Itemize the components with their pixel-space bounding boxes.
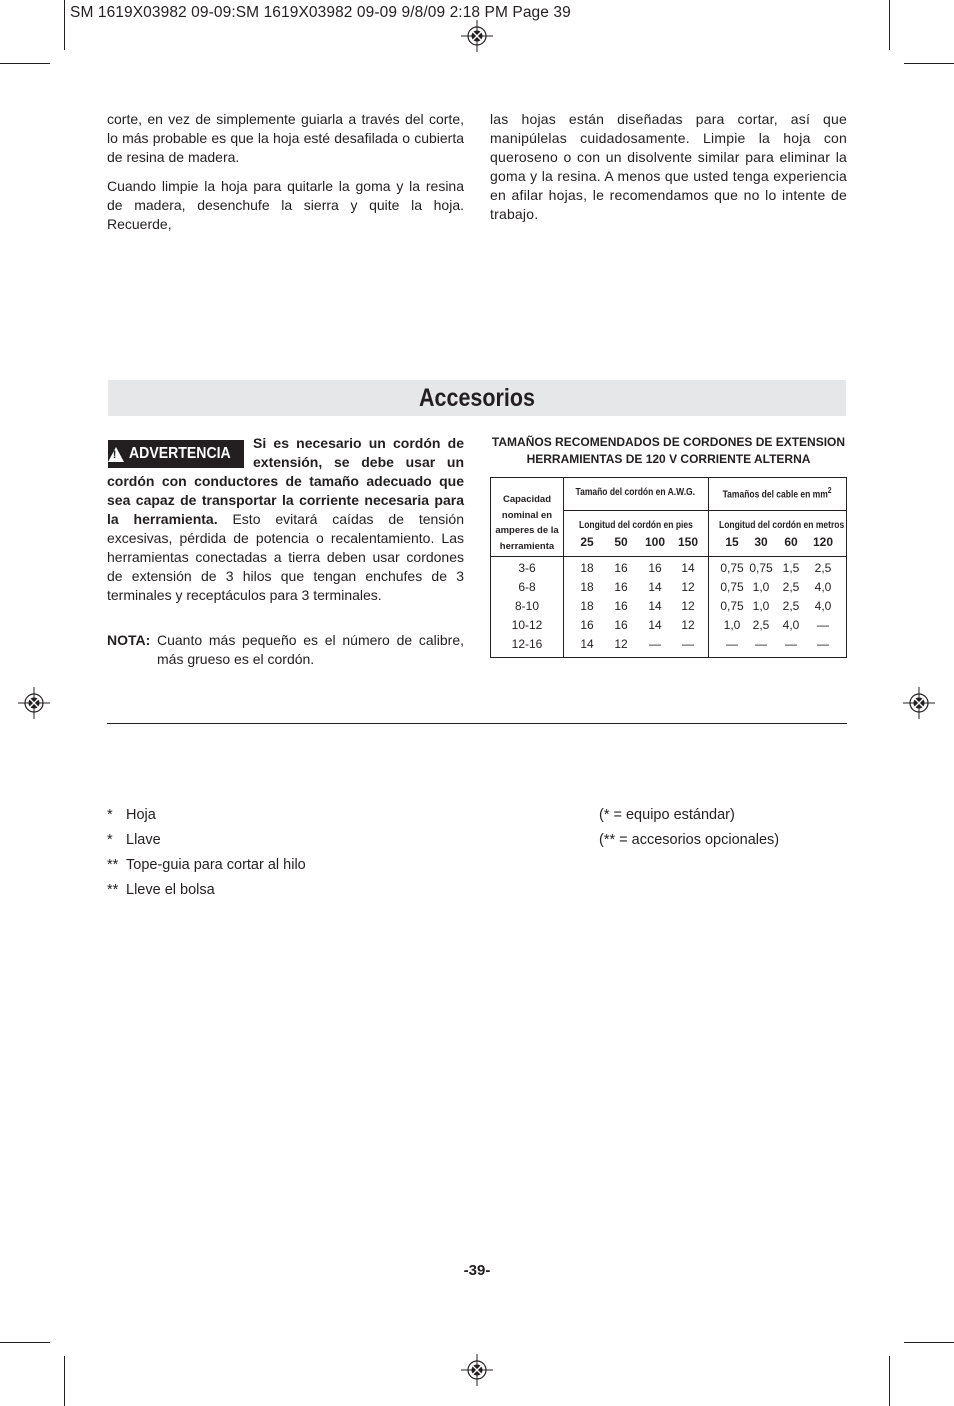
note-text: Cuanto más pequeño es el número de calibre, más grueso es el cordón. (157, 632, 464, 667)
body-paragraph: corte, en vez de simplemente guiarla a través del corte, lo más probable es que la hoja esté desafilada o cubierta de resina de madera. (107, 111, 464, 165)
mm-cell: 2,5 (752, 618, 770, 632)
registration-mark-icon (18, 687, 50, 719)
awg-cell: 14 (648, 599, 662, 613)
awg-cell: — (649, 637, 661, 651)
awg-header: Tamaño del cordón en A.W.G. (575, 487, 696, 498)
list-item: * Hoja (107, 807, 156, 823)
mm-cell: 0,75 (720, 599, 744, 613)
mm-cell: 1,5 (782, 561, 800, 575)
awg-cell: 16 (580, 618, 594, 632)
accessories-list (107, 803, 306, 903)
mm-cell: 0,75 (720, 561, 744, 575)
meter-length-header-cell: 120 (812, 535, 834, 549)
mm-cell: — (755, 637, 767, 651)
legend (599, 803, 779, 853)
section-divider (107, 723, 847, 724)
awg-cell: 16 (614, 580, 628, 594)
note-label: NOTA: (107, 632, 151, 648)
feet-length-header-cell: 150 (677, 535, 699, 549)
awg-cell: 18 (580, 561, 594, 575)
awg-cell: 12 (681, 580, 695, 594)
awg-cell: 18 (580, 580, 594, 594)
list-item: ** Lleve el bolsa (107, 882, 215, 898)
print-slug: SM 1619X03982 09-09:SM 1619X03982 09-09 9/8/09 2:18 PM Page 39 (70, 4, 571, 21)
warning-bold-text: Si es necesario un cordón de extensión, se debe usar un cordón con conductores de tamaño adecuado que sea capaz de transportar la corriente necesaria para la herramienta. (107, 435, 464, 527)
extension-cord-table (490, 477, 847, 658)
mm-cell: 4,0 (782, 618, 800, 632)
page-number: -39- (463, 1262, 491, 1279)
body-paragraph: las hojas están diseñadas para cortar, así que manipúlelas cuidadosamente. Limpie la hoja con queroseno o con un disolvente similar para eliminar la goma y la resina. A menos que usted tenga experiencia en afilar hojas, le recomendamos que no lo intente de trabajo. (490, 111, 847, 222)
amps-cell: 10-12 (511, 618, 543, 632)
mm-cell: 1,0 (752, 599, 770, 613)
awg-cell: 16 (614, 599, 628, 613)
awg-cell: 14 (580, 637, 594, 651)
amps-cell: 6-8 (518, 580, 536, 594)
feet-length-header-cell: 25 (580, 535, 594, 549)
amps-cell: 3-6 (518, 561, 536, 575)
mm-header: Tamaños del cable en $mm^2$ (722, 486, 832, 501)
feet-length-header: Longitud del cordón en pies (578, 520, 693, 531)
legend-standard: (* = equipo estándar) (599, 807, 735, 823)
awg-cell: 16 (648, 561, 662, 575)
awg-cell: 16 (614, 618, 628, 632)
awg-cell: 16 (614, 561, 628, 575)
meters-length-header: Longitud del cordón en metros (719, 520, 845, 531)
mm-cell: 2,5 (782, 599, 800, 613)
amps-cell: 12-16 (511, 637, 543, 651)
mm-cell: 4,0 (814, 580, 832, 594)
amps-cell: 8-10 (514, 599, 540, 613)
mm-cell: — (817, 618, 829, 632)
mm-cell: 0,75 (720, 580, 744, 594)
note (107, 631, 464, 669)
mm-cell: — (817, 637, 829, 651)
awg-cell: 12 (681, 599, 695, 613)
mm-cell: — (726, 637, 738, 651)
registration-mark-icon (461, 1354, 493, 1386)
awg-cell: 12 (614, 637, 628, 651)
capacity-header: Capacidad nominal en amperes de la herramienta (495, 494, 559, 552)
awg-cell: 14 (648, 618, 662, 632)
warning-text (107, 434, 464, 605)
section-title: Accesorios (419, 384, 535, 412)
list-item: * Llave (107, 832, 161, 848)
mm-cell: 2,5 (782, 580, 800, 594)
awg-cell: — (682, 637, 694, 651)
table-title: TAMAÑOS RECOMENDADOS DE CORDONES DE EXTENSION HERRAMIENTAS DE 120 V CORRIENTE ALTERNA (491, 435, 846, 466)
legend-optional: (** = accesorios opcionales) (599, 832, 780, 848)
meter-length-header-cell: 30 (754, 535, 768, 549)
mm-cell: 0,75 (749, 561, 773, 575)
list-item: ** Tope-guia para cortar al hilo (107, 857, 306, 873)
meter-length-header-cell: 15 (725, 535, 739, 549)
registration-mark-icon (903, 687, 935, 719)
awg-cell: 18 (580, 599, 594, 613)
mm-cell: 1,0 (752, 580, 770, 594)
awg-cell: 12 (681, 618, 695, 632)
awg-cell: 14 (648, 580, 662, 594)
warning-label: ADVERTENCIA (128, 445, 231, 462)
mm-cell: 1,0 (723, 618, 741, 632)
feet-length-header-cell: 50 (614, 535, 628, 549)
meter-length-header-cell: 60 (784, 535, 798, 549)
mm-cell: 2,5 (814, 561, 832, 575)
section-banner (108, 380, 846, 416)
mm-cell: 4,0 (814, 599, 832, 613)
awg-cell: 14 (681, 561, 695, 575)
warning-body-text: Esto evitará caídas de tensión excesivas, pérdida de potencia o recalentamiento. Las herramientas conectadas a tierra deben usar cordones de extensión de 3 hilos que tengan enchufes de 3 terminales y receptáculos para 3 terminales. (107, 511, 464, 603)
body-paragraph: Cuando limpie la hoja para quitarle la goma y la resina de madera, desenchufe la sierra y quite la hoja. Recuerde, (107, 178, 464, 232)
registration-mark-icon (461, 20, 493, 52)
mm-cell: — (785, 637, 797, 651)
feet-length-header-cell: 100 (644, 535, 666, 549)
